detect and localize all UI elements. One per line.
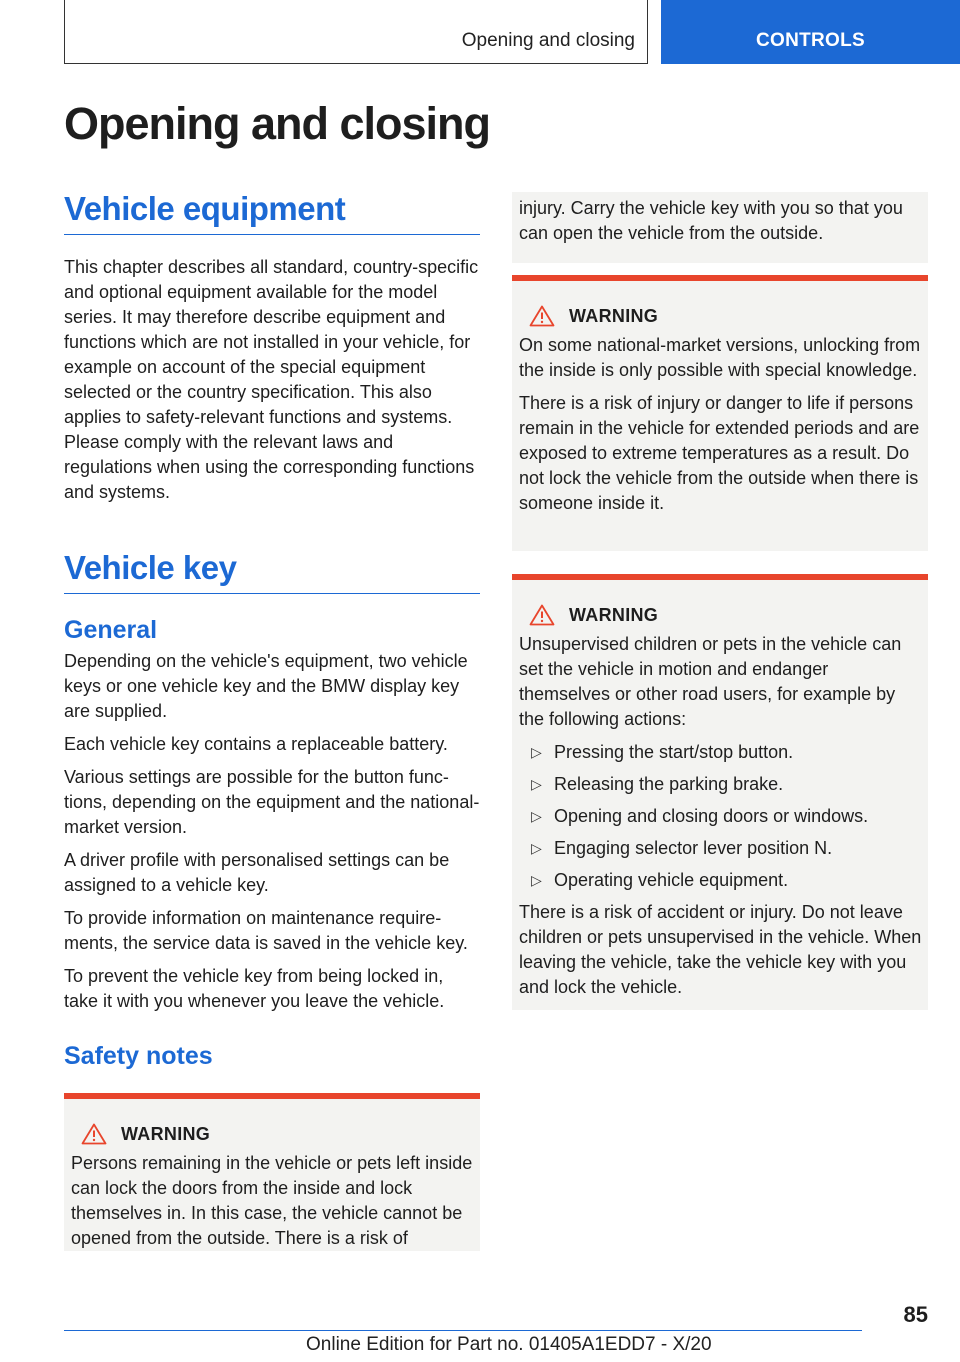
triangle-bullet-icon: ▷: [531, 744, 542, 760]
left-column: [64, 190, 480, 1251]
list-item: ▷ Releasing the parking brake.: [519, 772, 922, 797]
triangle-bullet-icon: ▷: [531, 872, 542, 888]
warning-box-3: [512, 574, 928, 1010]
warning-header: [519, 604, 922, 626]
warning-triangle-icon: [529, 604, 555, 626]
warning-paragraph-2: There is a risk of injury or danger to life if persons remain in the vehicle for extended periods and are exposed to extreme temperatures as a result. Do not lock the vehicle from the outside when there is someone inside it.: [519, 393, 920, 513]
warning-outro: There is a risk of accident or injury. Do not leave children or pets unsupervised in the vehicle. When leaving the vehicle, take the vehicle key with you and lock the vehicle.: [519, 902, 922, 997]
heading-general: General: [64, 616, 158, 644]
warning-triangle-icon: [529, 305, 555, 327]
warning-box-1-continued: [512, 192, 928, 263]
header-section-box: [64, 0, 648, 64]
heading-vehicle-equipment: Vehicle equipment: [64, 190, 480, 235]
triangle-bullet-icon: ▷: [531, 808, 542, 824]
warning-paragraph-1: On some national-market versions, unlocking from the inside is only possible with special knowledge.: [519, 335, 921, 380]
page-number: 85: [903, 1302, 928, 1327]
chapter-title: Opening and closing: [64, 98, 491, 149]
warning-header: [519, 305, 922, 327]
general-paragraph-6: To prevent the vehicle key from being locked in, take it with you whenever you leave the vehicle.: [64, 966, 445, 1011]
general-paragraph-1: Depending on the vehicle's equipment, two vehicle keys or one vehicle key and the BMW display key are supplied.: [64, 651, 468, 721]
list-item: ▷ Pressing the start/stop button.: [519, 740, 922, 765]
footer-divider: [64, 1330, 862, 1331]
general-paragraph-4: A driver profile with personalised settings can be assigned to a vehicle key.: [64, 850, 450, 895]
warning-text-continued: injury. Carry the vehicle key with you so that you can open the vehicle from the outside.: [519, 198, 903, 243]
vehicle-equipment-text: This chapter describes all standard, country-specific and optional equipment available for the model series. It may therefore describe equipment and functions which are not installed in your vehicle, for example on account of the special equipment selected or the country specification. This also applies to safety-relevant functions and systems. Please comply with the relevant laws and regulations when using the corresponding functions and systems.: [64, 257, 479, 502]
warning-box-1: [64, 1093, 480, 1251]
heading-vehicle-key: Vehicle key: [64, 549, 480, 594]
header-section-title: Opening and closing: [461, 30, 635, 51]
header-chapter-tab[interactable]: [661, 0, 960, 64]
list-item: ▷ Engaging selector lever position N.: [519, 836, 922, 861]
warning-triangle-icon: [81, 1123, 107, 1145]
warning-header: [71, 1123, 474, 1145]
list-item: ▷ Opening and closing doors or windows.: [519, 804, 922, 829]
general-paragraph-5: To provide information on maintenance requirements, the service data is saved in the vehicle key.: [64, 908, 468, 953]
warning-title: WARNING: [569, 305, 659, 326]
header-chapter-tab-label: CONTROLS: [755, 30, 865, 51]
warning-actions-list: [519, 740, 922, 893]
right-column: [512, 192, 928, 1010]
warning-box-2: [512, 275, 928, 551]
general-paragraph-3: Various settings are possible for the button functions, depending on the equipment and the national-market version.: [64, 767, 480, 837]
warning-title: WARNING: [569, 604, 659, 625]
triangle-bullet-icon: ▷: [531, 840, 542, 856]
general-paragraph-2: Each vehicle key contains a replaceable battery.: [64, 734, 448, 754]
heading-safety-notes: Safety notes: [64, 1042, 213, 1070]
warning-intro: Unsupervised children or pets in the vehicle can set the vehicle in motion and endanger themselves or other road users, for example by the following actions:: [519, 634, 902, 729]
list-item: ▷ Operating vehicle equipment.: [519, 868, 922, 893]
triangle-bullet-icon: ▷: [531, 776, 542, 792]
warning-title: WARNING: [121, 1123, 211, 1144]
warning-text: Persons remaining in the vehicle or pets left inside can lock the doors from the inside and lock themselves in. In this case, the vehicle cannot be opened from the outside. There is a risk of: [71, 1153, 473, 1248]
footer-edition-text: Online Edition for Part no. 01405A1EDD7 - X/20: [306, 1334, 712, 1355]
